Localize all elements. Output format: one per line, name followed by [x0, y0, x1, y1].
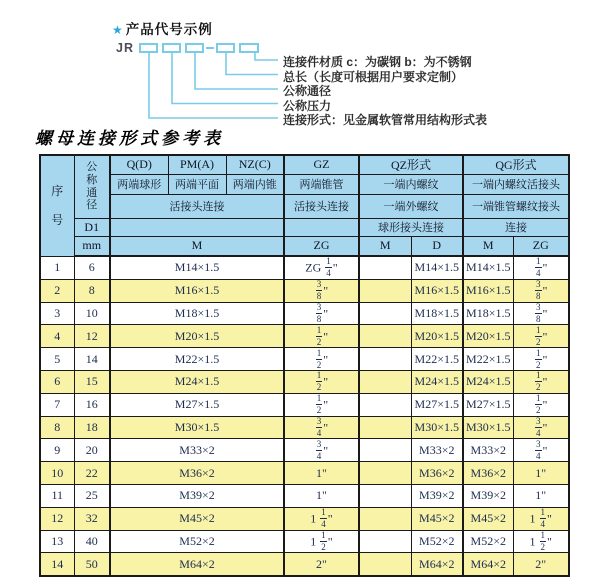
cell-m: M16×1.5 [110, 279, 284, 302]
cell-m: M18×1.5 [110, 302, 284, 325]
cell-gz-zg: 1 $\frac{1}{4}$ " [284, 507, 359, 530]
cell-qz-d: M39×2 [411, 484, 463, 507]
cell-qg-zg: $\frac{3}{4}$ " [513, 439, 569, 462]
cell-qz-m [359, 530, 411, 553]
product-code-diagram [0, 0, 600, 130]
table-row [40, 439, 569, 462]
cell-seq: 5 [40, 348, 74, 371]
header-m-unit: M [110, 236, 284, 256]
table-row [40, 325, 569, 348]
cell-gz-zg: $\frac{1}{2}$ " [284, 370, 359, 393]
cell-dn: 25 [74, 484, 110, 507]
header-qg-unit-zg: ZG [513, 236, 569, 256]
cell-qg-zg: 2" [513, 553, 569, 576]
cell-seq: 13 [40, 530, 74, 553]
cell-qg-zg: 1" [513, 462, 569, 485]
cell-qz-d: M27×1.5 [411, 393, 463, 416]
cell-qg-zg: $\frac{3}{8}$ " [513, 279, 569, 302]
header-dn: 公 称 通 径 [74, 155, 110, 218]
cell-m: M22×1.5 [110, 348, 284, 371]
cell-qg-m: M39×2 [463, 484, 513, 507]
header-qz-unit-m: M [359, 236, 411, 256]
header-qpn-connection: 活接头连接 [110, 194, 284, 218]
diagram-title-text: 产品代号示例 [125, 22, 213, 37]
leader-line-dn [195, 52, 278, 89]
cell-qg-m: M20×1.5 [463, 325, 513, 348]
table-row [40, 530, 569, 553]
header-d1: D1 [74, 218, 110, 236]
cell-gz-zg: 2" [284, 553, 359, 576]
cell-qg-m: M22×1.5 [463, 348, 513, 371]
cell-gz-zg: 1 $\frac{1}{2}$ " [284, 530, 359, 553]
cell-dn: 22 [74, 462, 110, 485]
table-body [40, 256, 569, 576]
header-gz-unit: ZG [284, 236, 359, 256]
table-row [40, 393, 569, 416]
cell-dn: 20 [74, 439, 110, 462]
cell-qg-zg: $\frac{1}{2}$ " [513, 325, 569, 348]
cell-gz-zg: 1" [284, 462, 359, 485]
cell-m: M52×2 [110, 530, 284, 553]
cell-m: M30×1.5 [110, 416, 284, 439]
header-gz-connection: 活接头连接 [284, 194, 359, 218]
table-row [40, 484, 569, 507]
cell-qg-m: M45×2 [463, 507, 513, 530]
cell-seq: 2 [40, 279, 74, 302]
cell-qz-m [359, 348, 411, 371]
cell-qg-zg: 1 $\frac{1}{4}$ " [513, 507, 569, 530]
diagram-title [112, 18, 213, 38]
header-qg-row3: 一端锥管螺纹接头 [463, 194, 569, 218]
cell-qg-m: M27×1.5 [463, 393, 513, 416]
cell-seq: 14 [40, 553, 74, 576]
cell-qg-m: M33×2 [463, 439, 513, 462]
table-row [40, 416, 569, 439]
label-total-length: 总长（长度可根据用户要求定制） [283, 69, 464, 84]
label-nominal-diameter: 公称通径 [283, 84, 332, 98]
cell-qg-zg: $\frac{3}{4}$ " [513, 416, 569, 439]
cell-qz-d: M18×1.5 [411, 302, 463, 325]
header-gz-code: GZ [284, 155, 359, 174]
header-empty-qpn [110, 218, 284, 236]
cell-gz-zg: $\frac{1}{2}$ " [284, 393, 359, 416]
cell-qg-m: M64×2 [463, 553, 513, 576]
code-box-2 [163, 44, 180, 52]
cell-qz-d: M64×2 [411, 553, 463, 576]
cell-m: M33×2 [110, 439, 284, 462]
cell-qg-zg: $\frac{1}{4}$ " [513, 256, 569, 279]
cell-seq: 12 [40, 507, 74, 530]
header-q-ends: 两端球形 [110, 174, 168, 194]
star-icon: ★ [112, 23, 124, 37]
cell-qg-m: M36×2 [463, 462, 513, 485]
cell-qz-m [359, 370, 411, 393]
cell-seq: 11 [40, 484, 74, 507]
cell-gz-zg: $\frac{3}{4}$ " [284, 416, 359, 439]
cell-qg-zg: $\frac{1}{2}$ " [513, 348, 569, 371]
table-row [40, 462, 569, 485]
header-nz-ends: 两端内锥 [226, 174, 284, 194]
cell-qz-d: M20×1.5 [411, 325, 463, 348]
cell-qz-d: M33×2 [411, 439, 463, 462]
cell-qg-zg: 1 $\frac{1}{2}$ " [513, 530, 569, 553]
nut-connection-reference-table [39, 154, 570, 577]
cell-seq: 7 [40, 393, 74, 416]
header-gz-ends: 两端锥管 [284, 174, 359, 194]
header-qz-unit-d: D [411, 236, 463, 256]
cell-qg-zg: 1" [513, 484, 569, 507]
cell-dn: 8 [74, 279, 110, 302]
cell-m: M64×2 [110, 553, 284, 576]
header-qz-code: QZ形式 [359, 155, 463, 174]
cell-seq: 1 [40, 256, 74, 279]
cell-qz-m [359, 507, 411, 530]
code-box-1 [140, 44, 157, 52]
leader-line-material [255, 52, 278, 60]
table-row [40, 507, 569, 530]
cell-gz-zg: $\frac{3}{8}$ " [284, 302, 359, 325]
cell-dn: 14 [74, 348, 110, 371]
header-qg-code: QG形式 [463, 155, 569, 174]
label-material: 连接件材质 c：为碳钢 b：为不锈钢 [283, 55, 472, 69]
cell-m: M39×2 [110, 484, 284, 507]
header-empty-gz [284, 218, 359, 236]
table-title: 螺母连接形式参考表 [35, 129, 224, 148]
code-prefix: JR [116, 41, 134, 55]
cell-seq: 8 [40, 416, 74, 439]
cell-qg-m: M16×1.5 [463, 279, 513, 302]
cell-qz-m [359, 256, 411, 279]
cell-seq: 10 [40, 462, 74, 485]
cell-qg-m: M52×2 [463, 530, 513, 553]
cell-qz-m [359, 279, 411, 302]
cell-qz-m [359, 439, 411, 462]
cell-seq: 3 [40, 302, 74, 325]
cell-m: M27×1.5 [110, 393, 284, 416]
cell-qz-d: M45×2 [411, 507, 463, 530]
code-box-3 [186, 44, 203, 52]
cell-qz-m [359, 416, 411, 439]
cell-qz-d: M52×2 [411, 530, 463, 553]
cell-dn: 12 [74, 325, 110, 348]
cell-qg-zg: $\frac{1}{2}$ " [513, 370, 569, 393]
cell-m: M36×2 [110, 462, 284, 485]
cell-gz-zg: $\frac{1}{2}$ " [284, 348, 359, 371]
cell-m: M45×2 [110, 507, 284, 530]
cell-dn: 10 [74, 302, 110, 325]
cell-gz-zg: $\frac{1}{2}$ " [284, 325, 359, 348]
header-q-code: Q(D) [110, 155, 168, 174]
header-qz-row2: 一端内螺纹 [359, 174, 463, 194]
code-box-5 [240, 44, 258, 52]
header-seq: 序 号 [40, 155, 74, 256]
header-qg-row2: 一端内螺纹活接头 [463, 174, 569, 194]
cell-seq: 6 [40, 370, 74, 393]
table-row [40, 348, 569, 371]
cell-gz-zg: ZG $\frac{1}{4}$ " [284, 256, 359, 279]
header-qz-row3: 一端外螺纹 [359, 194, 463, 218]
cell-gz-zg: $\frac{3}{4}$ " [284, 439, 359, 462]
header-pm-ends: 两端平面 [168, 174, 226, 194]
label-nominal-pressure: 公称压力 [283, 98, 332, 113]
cell-qz-m [359, 393, 411, 416]
header-pm-code: PM(A) [168, 155, 226, 174]
cell-qg-m: M30×1.5 [463, 416, 513, 439]
cell-qz-d: M30×1.5 [411, 416, 463, 439]
cell-qz-m [359, 325, 411, 348]
cell-seq: 4 [40, 325, 74, 348]
cell-qz-d: M24×1.5 [411, 370, 463, 393]
cell-dn: 16 [74, 393, 110, 416]
cell-qz-d: M16×1.5 [411, 279, 463, 302]
cell-qz-m [359, 553, 411, 576]
table-row [40, 302, 569, 325]
cell-dn: 15 [74, 370, 110, 393]
cell-dn: 40 [74, 530, 110, 553]
label-connection-form: 连接形式：见金属软管常用结构形式表 [283, 113, 488, 127]
cell-qg-m: M24×1.5 [463, 370, 513, 393]
table-row [40, 553, 569, 576]
table-row [40, 256, 569, 279]
cell-m: M20×1.5 [110, 325, 284, 348]
cell-m: M14×1.5 [110, 256, 284, 279]
cell-qz-d: M14×1.5 [411, 256, 463, 279]
cell-qz-d: M22×1.5 [411, 348, 463, 371]
cell-dn: 50 [74, 553, 110, 576]
cell-qz-m [359, 462, 411, 485]
cell-seq: 9 [40, 439, 74, 462]
cell-qz-m [359, 302, 411, 325]
cell-qg-m: M18×1.5 [463, 302, 513, 325]
header-nz-code: NZ(C) [226, 155, 284, 174]
header-qg-row4: 连接 [463, 218, 569, 236]
table-row [40, 279, 569, 302]
cell-qg-zg: $\frac{1}{2}$ " [513, 393, 569, 416]
cell-qg-m: M14×1.5 [463, 256, 513, 279]
header-qz-row4: 球形接头连接 [359, 218, 463, 236]
cell-qg-zg: $\frac{3}{8}$ " [513, 302, 569, 325]
cell-gz-zg: 1" [284, 484, 359, 507]
code-box-4 [217, 44, 234, 52]
leader-line-length [226, 52, 278, 75]
cell-m: M24×1.5 [110, 370, 284, 393]
cell-dn: 18 [74, 416, 110, 439]
table-row [40, 370, 569, 393]
header-mm: mm [74, 236, 110, 256]
cell-dn: 6 [74, 256, 110, 279]
cell-qz-m [359, 484, 411, 507]
cell-qz-d: M36×2 [411, 462, 463, 485]
header-qg-unit-m: M [463, 236, 513, 256]
cell-gz-zg: $\frac{3}{8}$ " [284, 279, 359, 302]
leader-line-connection [149, 52, 278, 118]
cell-dn: 32 [74, 507, 110, 530]
